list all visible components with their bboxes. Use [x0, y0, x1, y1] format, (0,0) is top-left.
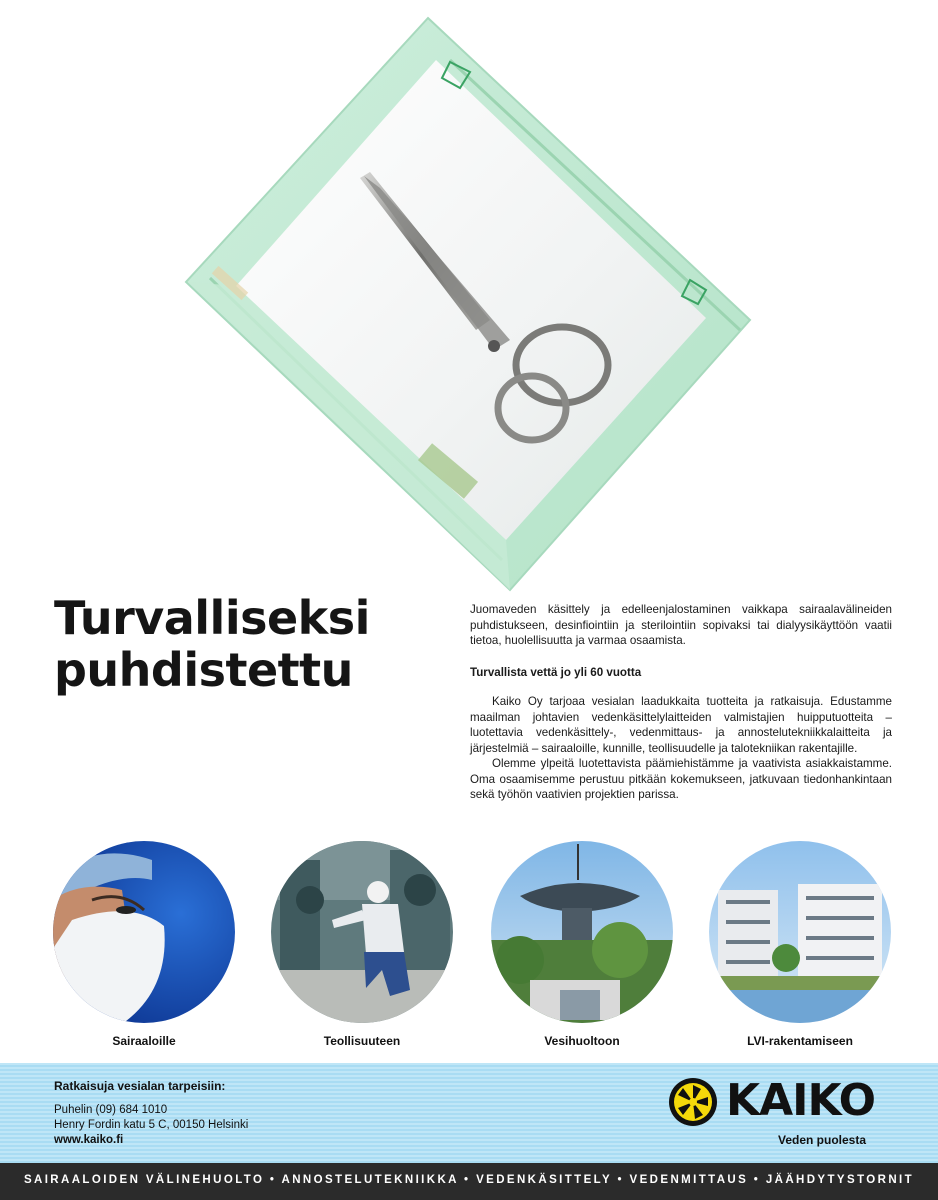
water-tower-image: [490, 840, 674, 1024]
body-copy: [470, 602, 892, 803]
kaiko-logo: [668, 1077, 898, 1125]
subheading: Turvallista vettä jo yli 60 vuotta: [470, 665, 642, 679]
hero-pouch-image: [150, 0, 790, 600]
contact-phone: Puhelin (09) 684 1010: [54, 1104, 168, 1116]
segment-water-supply: [490, 840, 674, 1048]
intro-paragraph: Juomaveden käsittely ja edelleenjalostaminen vaikkapa sairaalavälineiden puhdistukseen, desinfiointiin ja sterilointiin sopivaksi tai dialyysikäyttöön vaatii tietoa, huolellisuutta ja varmaa osaamista.: [470, 603, 892, 647]
segment-industry: [270, 840, 454, 1048]
contact-band: [0, 1063, 938, 1163]
industrial-worker-image: [270, 840, 454, 1024]
headline-line-2: puhdistettu: [54, 643, 353, 697]
paragraph-pride: Olemme ylpeitä luotettavista päämiehistämme ja vaativista asiakkaistamme. Oma osaamisemme perustuu pitkään kokemukseen, jatkuvaan tiedonhankintaan sekä työhön vaativien projektien parissa.: [470, 757, 892, 801]
headline-line-1: Turvalliseksi: [54, 591, 370, 645]
segment-hvac-construction: [708, 840, 892, 1048]
aperture-logo-icon: [668, 1077, 718, 1127]
segment-label-water-supply: Vesihuoltoon: [544, 1034, 620, 1048]
brand-name: KAIKO: [726, 1075, 876, 1126]
apartment-buildings-image: [708, 840, 892, 1024]
brand-tagline: Veden puolesta: [778, 1133, 867, 1147]
footer-services: SAIRAALOIDEN VÄLINEHUOLTO • ANNOSTELUTEKNIIKKA • VEDENKÄSITTELY • VEDENMITTAUS • JÄÄHDYTYSTORNIT: [23, 1174, 915, 1186]
surgeon-mask-image: [52, 840, 236, 1024]
paragraph-company: Kaiko Oy tarjoaa vesialan laadukkaita tuotteita ja ratkaisuja. Edustamme maailman johtavien vedenkäsittelylaitteiden valmistajien huipputuotteita – luotettavia vedenkäsittely-, vedenmittaus- ja annostelutekniikkalaitteita ja järjestelmiä – sairaaloille, kunnille, teollisuudelle ja talotekniikan rakentajille.: [470, 695, 892, 755]
contact-title: Ratkaisuja vesialan tarpeisiin:: [54, 1079, 226, 1093]
segment-hospitals: [52, 840, 236, 1048]
contact-website-link[interactable]: www.kaiko.fi: [54, 1134, 124, 1146]
contact-address: Henry Fordin katu 5 C, 00150 Helsinki: [54, 1119, 249, 1131]
segment-label-industry: Teollisuuteen: [323, 1034, 401, 1048]
segment-label-hospitals: Sairaaloille: [112, 1034, 176, 1048]
footer-bar: [0, 1163, 938, 1200]
contact-details: [54, 1103, 248, 1148]
headline: [54, 592, 434, 696]
segment-label-hvac-construction: LVI-rakentamiseen: [747, 1034, 853, 1048]
